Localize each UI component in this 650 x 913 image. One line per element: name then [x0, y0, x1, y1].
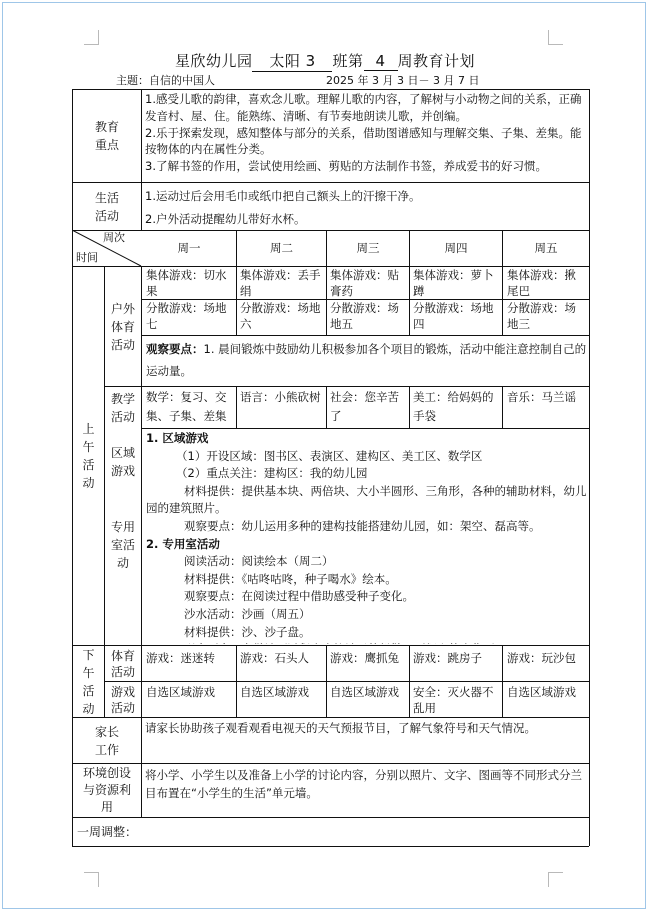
theme-value: 自信的中国人	[149, 74, 215, 87]
day-header-friday: 周五	[534, 241, 558, 255]
day-header-wednesday: 周三	[356, 241, 380, 255]
afternoon-game-friday: 自选区域游戏	[507, 685, 576, 699]
group-game-thursday: 集体游戏：萝卜蹲	[413, 268, 494, 298]
outdoor-sports-label: 户外体育活动	[110, 301, 135, 352]
afternoon-game-wednesday: 自选区域游戏	[330, 685, 399, 699]
room-line	[146, 641, 588, 644]
room-line: 沙水活动：沙画（周五）	[184, 606, 311, 621]
scatter-game-friday: 分散游戏：场地三	[507, 301, 576, 331]
scatter-game-wednesday: 分散游戏：场地五	[330, 301, 399, 331]
room-line: 材料提供：《咕咚咕咚，种子喝水》绘本。	[184, 571, 397, 586]
parents-work-label: 家长工作	[94, 724, 119, 757]
region-focus: （2）重点关注：建构区：我的幼儿园	[176, 466, 368, 481]
life-activity-item: 1.运动过后会用毛巾或纸巾把自己额头上的汗擦干净。	[145, 189, 421, 203]
education-focus-content	[145, 91, 587, 181]
region-open: （1）开设区域：图书区、表演区、建构区、美工区、数学区	[176, 448, 483, 463]
afternoon-sports-wednesday: 游戏：鹰抓兔	[330, 651, 399, 665]
afternoon-game-tuesday: 自选区域游戏	[240, 685, 309, 699]
teaching-thursday: 美工：给妈妈的手袋	[413, 390, 494, 423]
crop-mark-bottom-right	[548, 872, 563, 887]
afternoon-sports-label: 体育活动	[110, 648, 135, 679]
school-name: 星欣幼儿园	[174, 52, 253, 70]
region-materials: 材料提供：提供基本块、两倍块、大小半圆形、三角形，各种的辅助材料，幼儿园的建筑照片。	[146, 483, 587, 516]
teaching-label: 教学活动	[110, 391, 135, 424]
group-game-friday: 集体游戏：揪尾巴	[507, 268, 576, 298]
room-title: 2. 专用室活动	[146, 536, 220, 551]
group-game-wednesday: 集体游戏：贴膏药	[330, 268, 399, 298]
teaching-monday: 数学：复习、交集、子集、差集	[146, 390, 227, 423]
week-number: 4	[364, 52, 398, 71]
life-activity-item: 2.户外活动提醒幼儿带好水杯。	[145, 212, 306, 226]
morning-label: 上午活动	[82, 422, 95, 490]
area-games-label: 区域游戏	[110, 446, 135, 478]
class-suffix: 班第	[332, 52, 364, 70]
afternoon-sports-monday: 游戏：迷迷转	[146, 651, 215, 665]
scatter-game-thursday: 分散游戏：场地四	[413, 301, 494, 331]
day-header-thursday: 周四	[444, 241, 468, 255]
environment-label: 环境创设与资源利用	[83, 766, 132, 814]
scatter-game-monday: 分散游戏：场地七	[146, 301, 227, 331]
afternoon-game-monday: 自选区域游戏	[146, 685, 215, 699]
life-activities-content	[145, 185, 587, 229]
afternoon-label: 下午活动	[82, 647, 95, 716]
afternoon-sports-thursday: 游戏：跳房子	[413, 651, 482, 665]
education-focus-item: 1.感受儿歌的韵律，喜欢念儿歌。理解儿歌的内容，了解树与小动物之间的关系，正确发音村、屋、住。能熟练、清晰、有节奏地朗读儿歌，并创编。	[145, 92, 582, 123]
corner-label-week: 周次	[103, 231, 125, 244]
group-game-monday: 集体游戏：切水果	[146, 268, 227, 298]
room-line: 阅读活动：阅读绘本（周二）	[184, 554, 334, 569]
afternoon-sports-friday: 游戏：玩沙包	[507, 651, 576, 665]
region-observation: 观察要点：幼儿运用多种的建构技能搭建幼儿园，如：架空、磊高等。	[184, 518, 541, 533]
parents-work-content: 请家长协助孩子观看观看电视天的天气预报节目，了解气象符号和天气情况。	[145, 721, 536, 735]
group-game-tuesday: 集体游戏：丢手绢	[240, 268, 321, 298]
education-focus-item: 3.了解书签的作用，尝试使用绘画、剪贴的方法制作书签，养成爱书的好习惯。	[145, 159, 547, 174]
crop-mark-top-left	[84, 30, 99, 45]
afternoon-sports-tuesday: 游戏：石头人	[240, 651, 309, 665]
theme-line	[116, 72, 215, 88]
week-suffix: 周教育计划	[397, 52, 476, 70]
corner-label-time: 时间	[76, 251, 98, 264]
crop-mark-top-right	[548, 30, 563, 45]
crop-mark-bottom-left	[84, 872, 99, 887]
observation-text: 1. 晨间锻炼中鼓励幼儿积极参加各个项目的锻炼，活动中能注意控制自己的运动量。	[146, 342, 587, 378]
life-activities-label: 生活活动	[94, 190, 119, 223]
date-range: 2025 年 3 月 3 日－ 3 月 7 日	[326, 74, 480, 87]
afternoon-games-label: 游戏活动	[110, 684, 135, 715]
observation-label: 观察要点：	[146, 342, 204, 356]
class-name: 太阳 3	[252, 50, 332, 72]
outdoor-observation	[146, 338, 588, 385]
teaching-wednesday: 社会：您辛苦了	[330, 390, 399, 423]
room-line: 观察要点：在阅读过程中借助感受种子变化。	[184, 589, 414, 604]
environment-content: 将小学、小学生以及准备上小学的讨论内容，分别以照片、文字、图画等不同形式分兰目布置在“小学生的生活”单元墙。	[145, 768, 582, 800]
region-title: 1. 区域游戏	[146, 431, 209, 445]
teaching-friday: 音乐：马兰谣	[507, 390, 576, 404]
special-room-label: 专用室活动	[110, 520, 135, 570]
room-line: 材料提供：沙、沙子盘。	[184, 624, 311, 639]
afternoon-game-thursday: 安全：灭火器不乱用	[413, 685, 494, 715]
day-header-tuesday: 周二	[270, 241, 293, 255]
theme-label: 主题：	[116, 74, 149, 87]
scatter-game-tuesday: 分散游戏：场地六	[240, 301, 321, 331]
weekly-adjustment-label: 一周调整：	[77, 825, 138, 839]
document-title	[0, 50, 650, 72]
education-focus-label: 教育重点	[94, 120, 119, 152]
day-header-monday: 周一	[177, 241, 201, 255]
teaching-tuesday: 语言：小熊砍树	[240, 390, 321, 404]
education-focus-item: 2.乐于探索发现，感知整体与部分的关系，借助图谱感知与理解交集、子集、差集。能按物体的内在属性分类。	[145, 125, 582, 157]
area-activities-content	[146, 430, 588, 644]
